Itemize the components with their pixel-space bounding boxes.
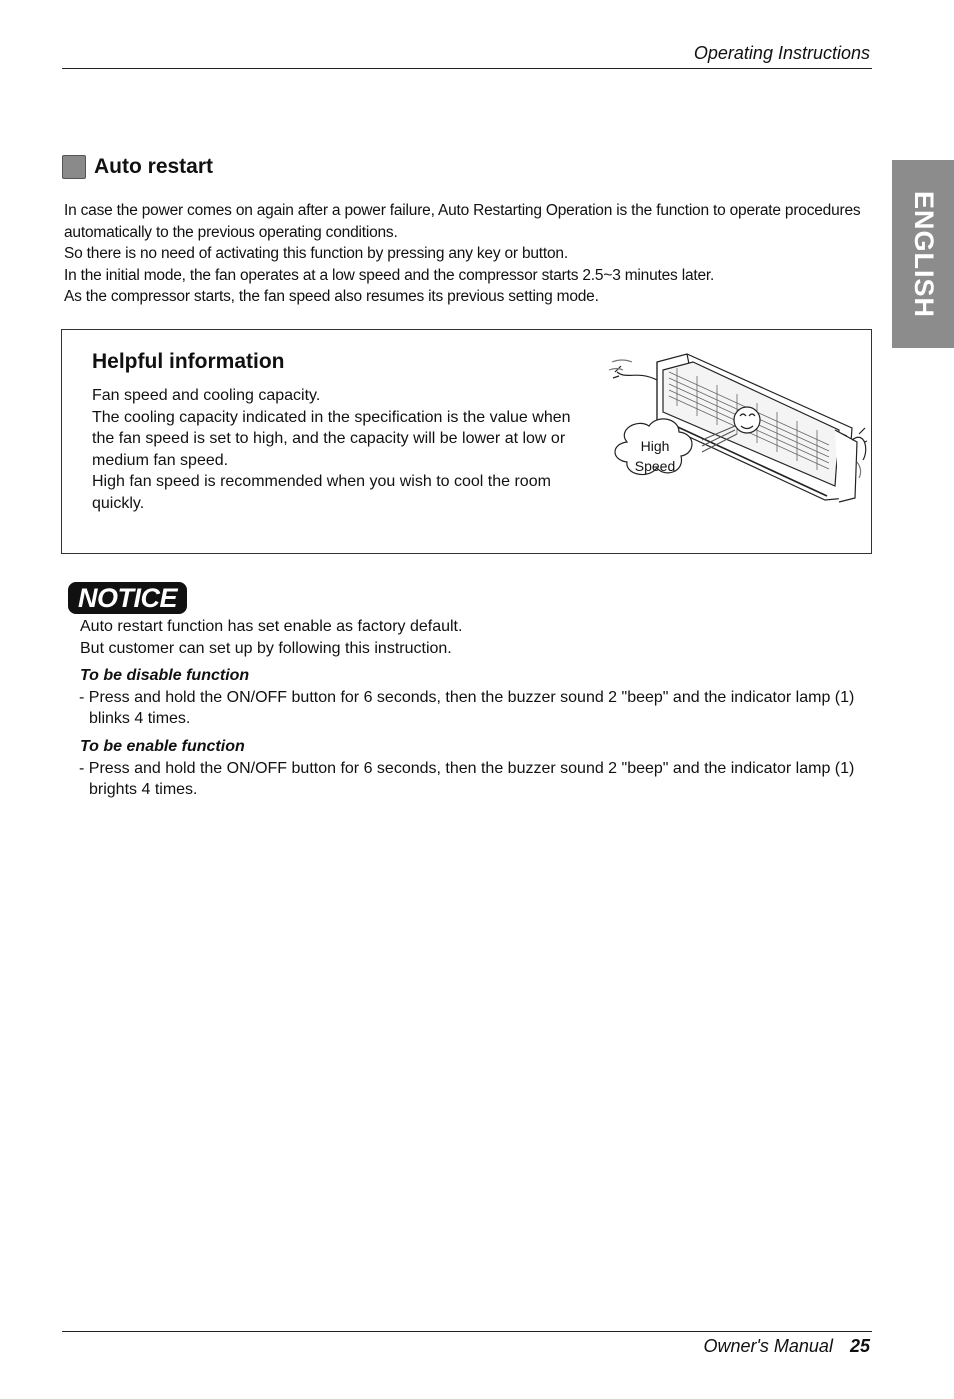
notice-badge: NOTICE [68,582,187,614]
notice-body [80,616,870,801]
enable-function-heading: To be enable function [80,737,245,755]
paragraph: As the compressor starts, the fan speed also resumes its previous setting mode. [64,288,599,305]
language-tab [892,160,954,348]
auto-restart-description [64,200,864,308]
notice-intro-line: Auto restart function has set enable as factory default. [80,618,463,635]
helpful-information-title: Helpful information [92,350,285,373]
helpful-information-box [61,329,872,554]
page-number: 25 [849,1336,870,1356]
auto-restart-title: Auto restart [94,155,214,178]
language-tab-label: ENGLISH [908,190,939,318]
info-line: Fan speed and cooling capacity. [92,387,321,404]
header-divider [62,68,872,69]
bubble-text-line2: Speed [634,458,676,474]
paragraph: In the initial mode, the fan operates at a low speed and the compressor starts 2.5~3 minutes later. [64,266,715,284]
paragraph: In case the power comes on again after a power failure, Auto Restarting Operation is the function to operate procedures automatically to the previous operating conditions. [64,202,861,241]
paragraph: So there is no need of activating this function by pressing any key or button. [64,245,568,262]
bubble-text-line1: High [640,438,670,454]
disable-function-heading: To be disable function [80,667,250,685]
footer-manual-label: Owner's Manual [703,1336,833,1356]
info-line: The cooling capacity indicated in the specification is the value when the fan speed is set to high, and the capacity will be lower at low or medium fan speed. [92,408,571,469]
auto-restart-heading [62,155,213,179]
page-footer [703,1336,870,1357]
disable-function-text: - Press and hold the ON/OFF button for 6 seconds, then the buzzer sound 2 "beep" and the indicator lamp (1) blinks 4 times. [79,688,855,728]
page-header-title: Operating Instructions [693,43,870,63]
air-conditioner-illustration [607,350,867,520]
enable-function-text: - Press and hold the ON/OFF button for 6 seconds, then the buzzer sound 2 "beep" and the indicator lamp (1) brights 4 times. [79,759,855,799]
notice-intro-line: But customer can set up by following this instruction. [80,639,452,657]
section-square-icon [62,155,86,179]
info-line: High fan speed is recommended when you wish to cool the room quickly. [92,473,551,512]
footer-divider [62,1331,872,1332]
helpful-information-text [92,385,572,515]
